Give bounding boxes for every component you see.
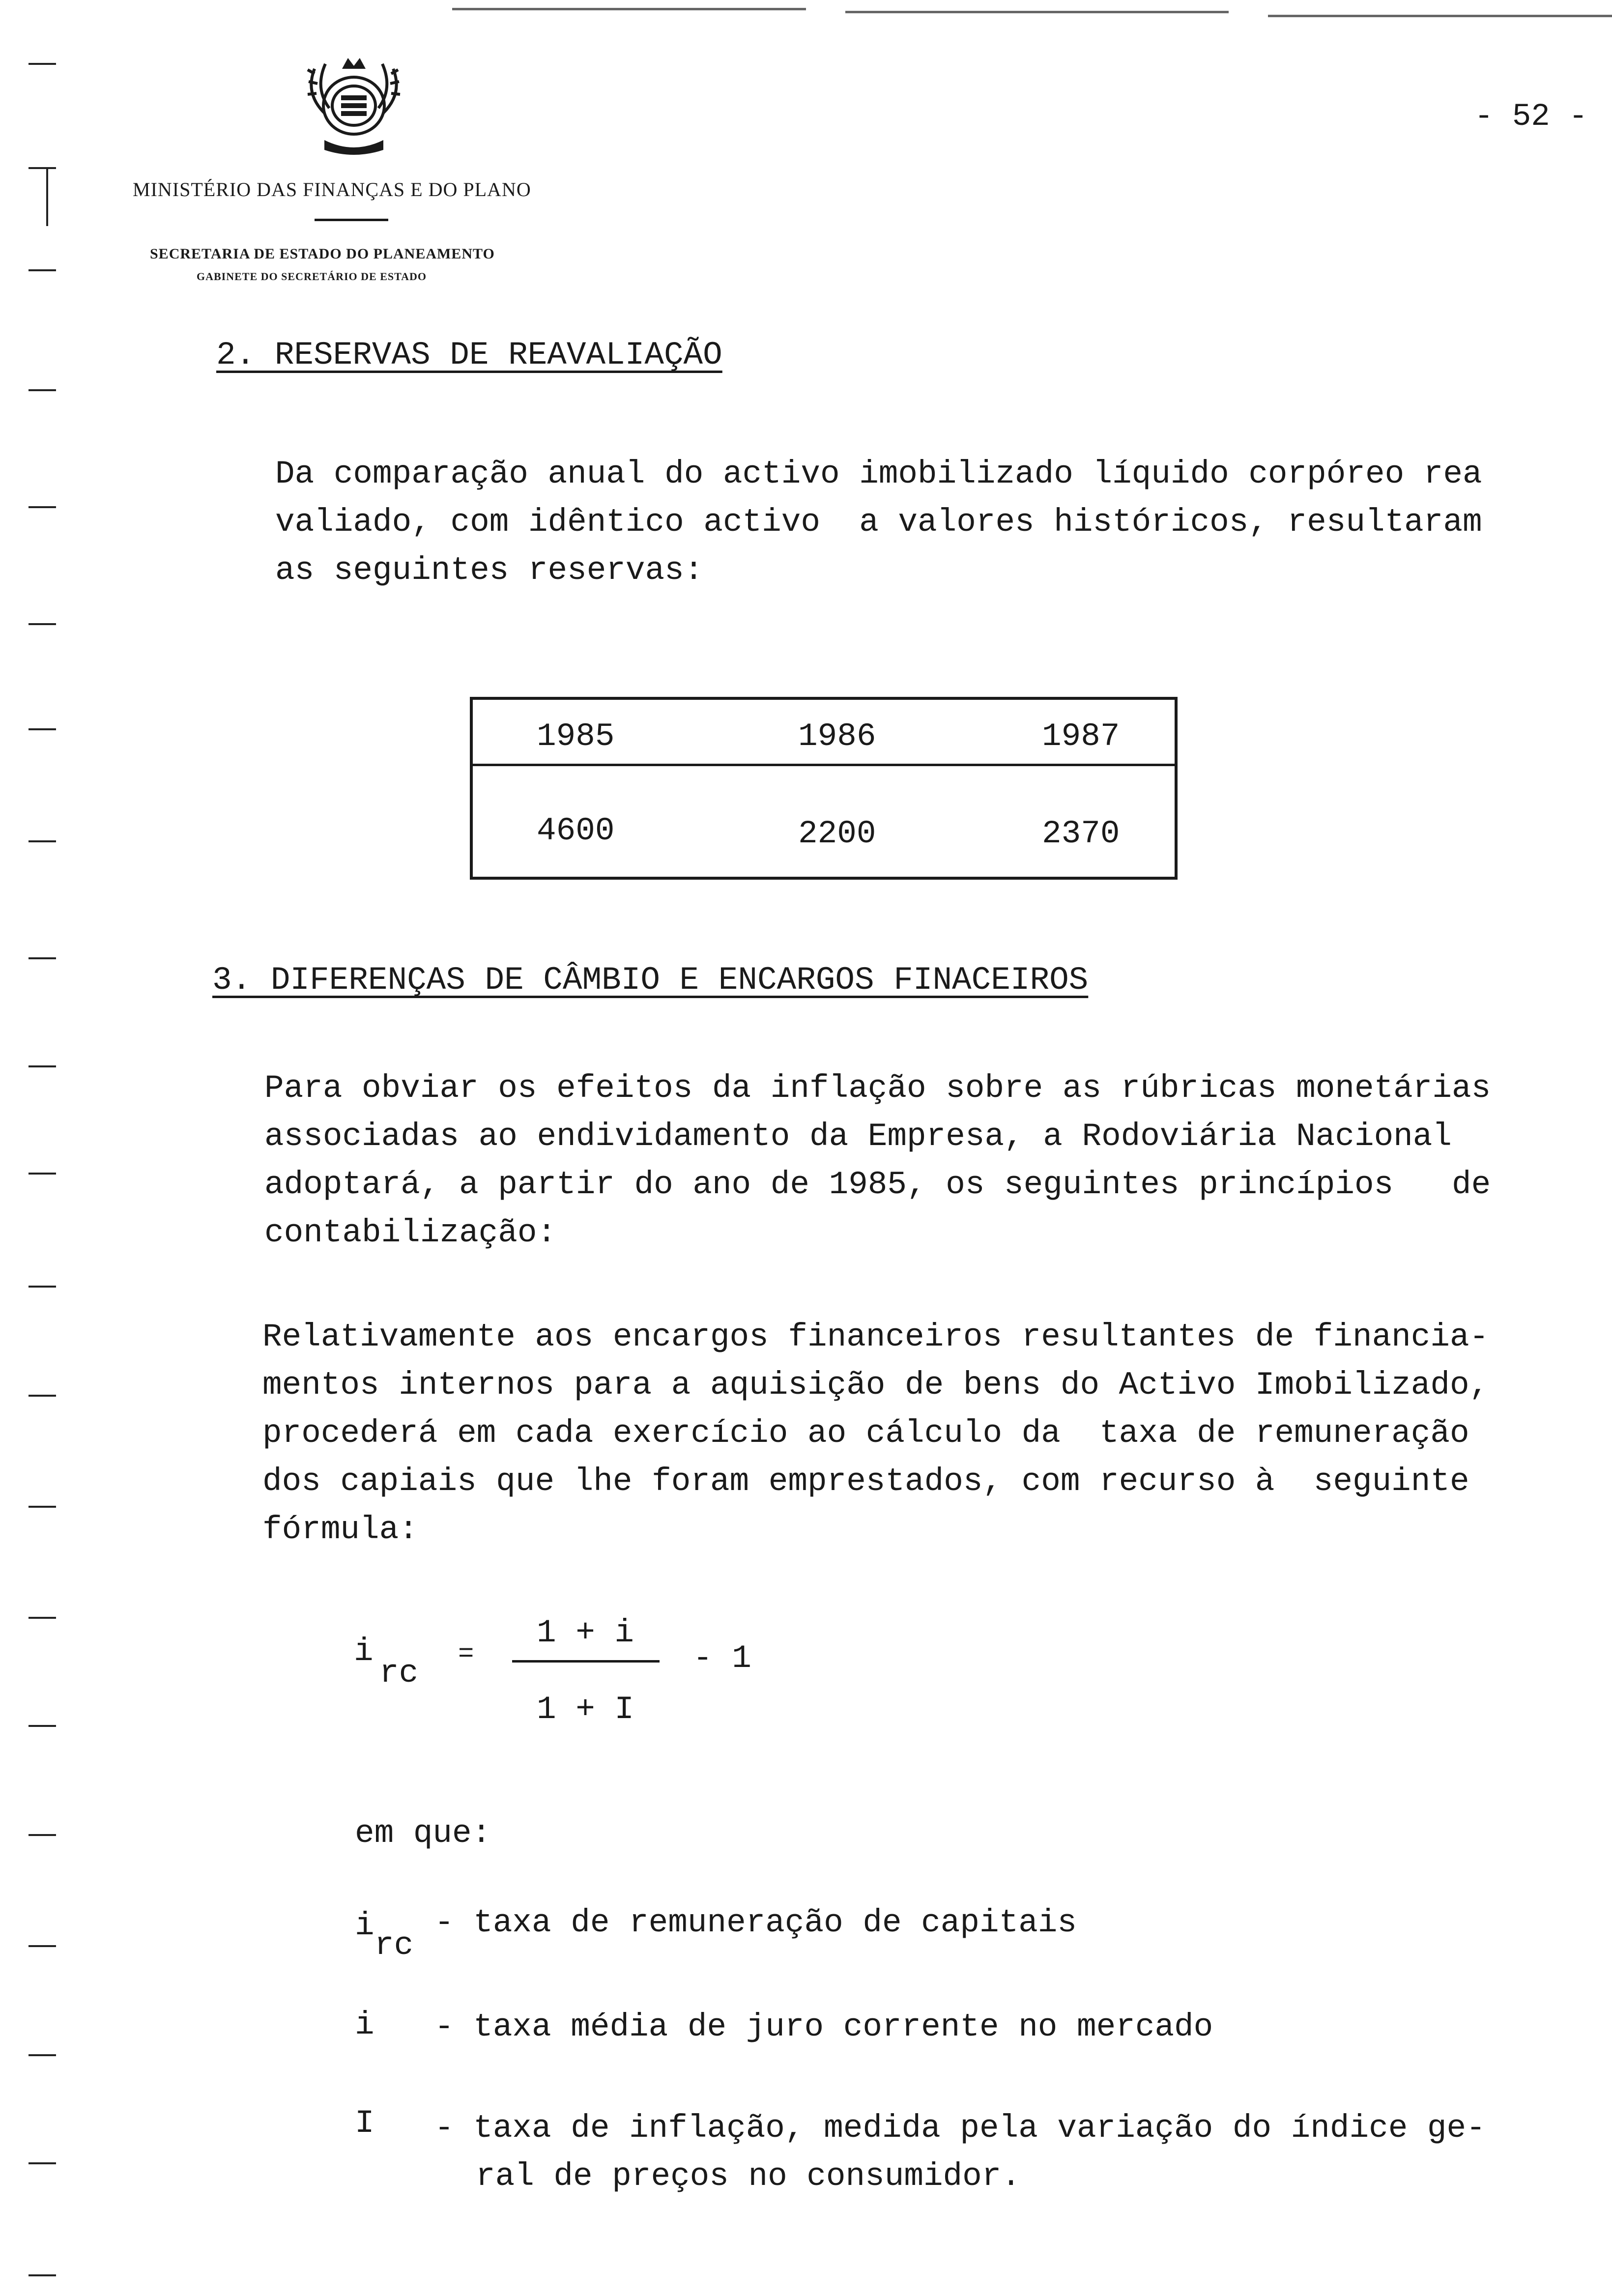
formula-equals: = — [458, 1639, 474, 1669]
margin-tick — [29, 2162, 56, 2164]
formula-minus-one: - 1 — [693, 1640, 751, 1677]
margin-tick — [29, 2274, 56, 2276]
gabinete-name: GABINETE DO SECRETÁRIO DE ESTADO — [197, 270, 427, 283]
margin-tick — [29, 1173, 56, 1175]
margin-tick — [29, 2054, 56, 2056]
text-line: Relativamente aos encargos financeiros resultantes de financia- — [262, 1319, 1489, 1355]
margin-bracket — [46, 167, 48, 226]
scan-artifact-line — [1268, 15, 1612, 17]
text-line: as seguintes reservas: — [275, 552, 704, 589]
section-2-paragraph — [275, 450, 1482, 595]
letterhead — [133, 49, 595, 305]
text-line: fórmula: — [262, 1511, 418, 1548]
definition-subscript: rc — [374, 1927, 414, 1964]
section-3-paragraph-2 — [262, 1313, 1489, 1554]
em-que-label: em que: — [355, 1815, 491, 1852]
margin-tick — [29, 840, 56, 842]
table-header-cell: 1985 — [537, 718, 615, 755]
list-item — [352, 1904, 1561, 1964]
list-item — [352, 2107, 1561, 2206]
ministry-name: MINISTÉRIO DAS FINANÇAS E DO PLANO — [133, 178, 531, 201]
table-header-cell: 1986 — [798, 718, 876, 755]
definition-text: - taxa média de juro corrente no mercado — [434, 2009, 1213, 2045]
margin-tick — [29, 1834, 56, 1836]
formula-denominator: 1 + I — [537, 1691, 634, 1728]
margin-tick — [29, 1506, 56, 1508]
text-line: adoptará, a partir do ano de 1985, os seguintes princípios de — [264, 1166, 1491, 1203]
definition-text: - taxa de inflação, medida pela variação do índice ge- — [434, 2110, 1486, 2147]
text-line: mentos internos para a aquisição de bens do Activo Imobilizado, — [262, 1367, 1489, 1404]
margin-tick — [29, 1065, 56, 1067]
margin-tick — [29, 957, 56, 959]
letterhead-rule — [315, 219, 388, 221]
section-3-heading: 3. DIFERENÇAS DE CÂMBIO E ENCARGOS FINACEIROS — [212, 962, 1089, 999]
margin-tick — [29, 728, 56, 730]
secretaria-name: SECRETARIA DE ESTADO DO PLANEAMENTO — [150, 246, 495, 262]
definition-text: - taxa de remuneração de capitais — [434, 1904, 1077, 1941]
reserves-table — [470, 697, 1178, 880]
text-line: associadas ao endividamento da Empresa, a Rodoviária Nacional — [264, 1118, 1452, 1155]
section-2-heading: 2. RESERVAS DE REAVALIAÇÃO — [216, 337, 722, 373]
table-divider — [473, 764, 1175, 766]
section-3-paragraph-1 — [264, 1064, 1491, 1257]
formula — [354, 1607, 796, 1735]
text-line: contabilização: — [264, 1214, 557, 1251]
table-value-cell: 2200 — [798, 815, 876, 852]
margin-tick — [29, 269, 56, 271]
coat-of-arms-emblem-icon — [295, 54, 413, 160]
margin-tick — [29, 167, 56, 169]
definition-list — [352, 1904, 1561, 2211]
margin-tick — [29, 1725, 56, 1727]
table-value-cell: 2370 — [1042, 815, 1120, 852]
definition-symbol: i — [355, 2007, 374, 2043]
margin-tick — [29, 1617, 56, 1619]
definition-text-continuation: ral de preços no consumidor. — [476, 2158, 1021, 2195]
scan-artifact-line — [452, 8, 806, 10]
list-item — [352, 2009, 1561, 2058]
scan-artifact-line — [845, 11, 1229, 13]
table-header-cell: 1987 — [1042, 718, 1120, 755]
margin-tick — [29, 1395, 56, 1397]
margin-tick — [29, 63, 56, 65]
margin-tick — [29, 506, 56, 508]
text-line: valiado, com idêntico activo a valores históricos, resultaram — [275, 504, 1482, 541]
text-line: Para obviar os efeitos da inflação sobre as rúbricas monetárias — [264, 1070, 1491, 1107]
margin-tick — [29, 623, 56, 625]
margin-tick — [29, 1286, 56, 1288]
page-number: - 52 - — [1474, 99, 1588, 135]
definition-symbol: I — [355, 2105, 374, 2142]
formula-lhs-subscript: rc — [379, 1655, 419, 1692]
formula-numerator: 1 + i — [537, 1614, 634, 1651]
text-line: procederá em cada exercício ao cálculo da taxa de remuneração — [262, 1415, 1469, 1452]
fraction-bar — [512, 1660, 660, 1663]
table-value-cell: 4600 — [537, 812, 615, 849]
definition-symbol: i — [355, 1907, 374, 1944]
margin-tick — [29, 389, 56, 391]
margin-tick — [29, 1945, 56, 1947]
text-line: dos capiais que lhe foram emprestados, com recurso à seguinte — [262, 1463, 1469, 1500]
formula-lhs: i — [354, 1633, 374, 1670]
text-line: Da comparação anual do activo imobilizado líquido corpóreo rea — [275, 456, 1482, 492]
